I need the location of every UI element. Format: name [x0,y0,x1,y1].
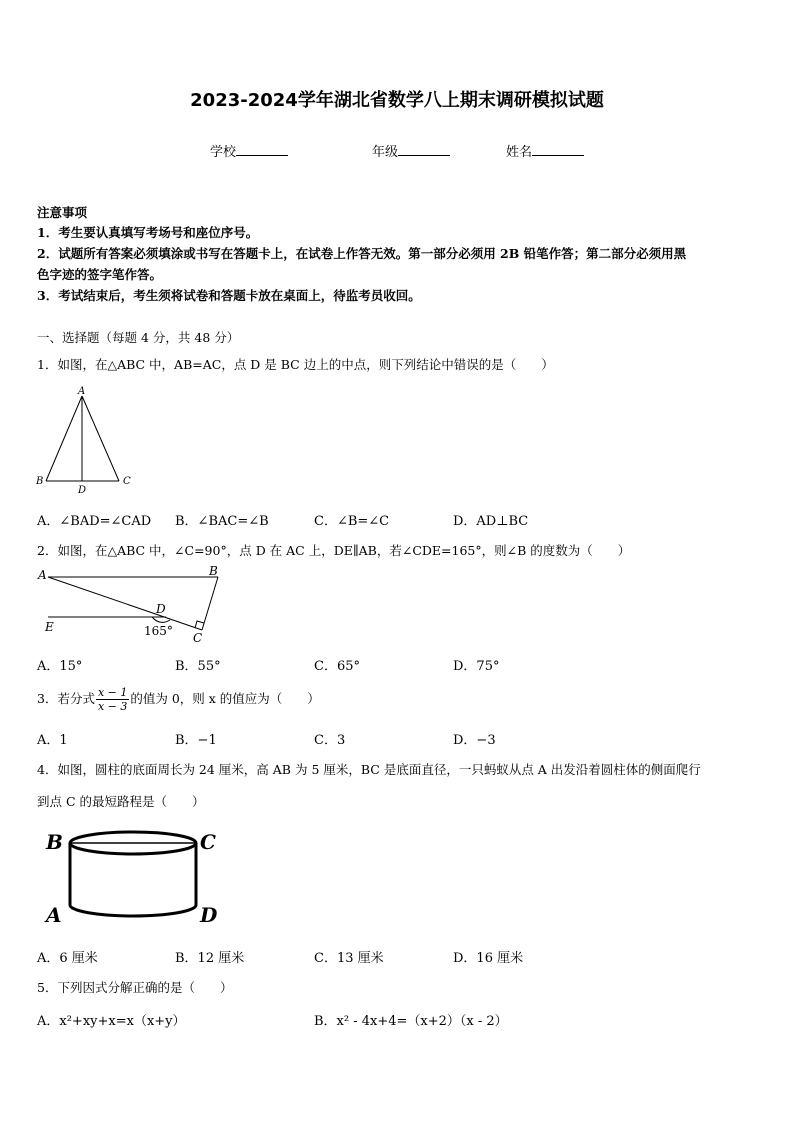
label-c: C [123,476,131,487]
label-c: C [200,830,216,854]
option-a: A．6 厘米 [37,951,98,966]
triangle-parallel-figure [34,562,234,648]
fraction-denominator: x − 3 [97,700,128,713]
note-item: 3．考试结束后，考生须将试卷和答题卡放在桌面上，待监考员收回。 [37,288,421,303]
option-a: A．1 [37,733,68,748]
question-2-stem: 2．如图，在△ABC 中，∠C=90°，点 D 在 AC 上，DE∥AB，若∠CDE=165°，则∠B 的度数为（ ） [37,543,631,558]
note-item: 色字迹的签字笔作答。 [37,267,163,282]
school-label: 学校 [210,145,237,160]
label-e: E [45,620,54,634]
question-1-stem: 1．如图，在△ABC 中，AB=AC，点 D 是 BC 边上的中点，则下列结论中错误的是（ ） [37,357,554,372]
notes-heading: 注意事项 [37,205,88,220]
label-b: B [209,564,218,578]
option-d: D．16 厘米 [453,951,524,966]
grade-field [372,141,450,160]
stem-suffix: 的值为 0，则 x 的值应为（ ） [130,691,320,706]
note-item: 2．试题所有答案必须填涂或书写在答题卡上，在试卷上作答无效。第一部分必须用 2B 铅笔作答；第二部分必须用黑 [37,246,687,261]
option-d: D．AD⊥BC [453,514,529,529]
question-3-stem [37,686,320,713]
label-d: D [78,485,87,496]
question-4-stem-line2: 到点 C 的最短路程是（ ） [37,794,205,809]
option-d: D．75° [453,659,500,674]
option-b: B．−1 [175,733,217,748]
label-d: D [156,602,166,616]
section-heading: 一、选择题（每题 4 分，共 48 分） [37,330,240,345]
option-b: B．55° [175,659,221,674]
fraction-numerator: x − 1 [97,686,128,699]
option-b: B．x² - 4x+4=（x+2）（x - 2） [314,1014,508,1029]
triangle-figure [32,384,142,496]
label-a: A [38,568,47,582]
option-a: A．15° [37,659,83,674]
grade-blank [398,143,450,156]
school-field [210,141,288,160]
grade-label: 年级 [372,145,399,160]
option-b: B．12 厘米 [175,951,245,966]
option-c: C．3 [314,733,346,748]
option-a: A．∠BAD=∠CAD [37,514,152,529]
question-4-stem-line1: 4．如图，圆柱的底面周长为 24 厘米，高 AB 为 5 厘米，BC 是底面直径，一只蚂蚁从点 A 出发沿着圆柱体的侧面爬行 [37,762,701,777]
label-d: D [200,903,218,927]
fraction [96,686,129,713]
option-d: D．−3 [453,733,496,748]
option-b: B．∠BAC=∠B [175,514,269,529]
page-title: 2023-2024学年湖北省数学八上期末调研模拟试题 [190,90,604,111]
label-a: A [46,903,62,927]
cylinder-figure [40,823,230,933]
question-5-stem: 5．下列因式分解正确的是（ ） [37,980,233,995]
label-b: B [46,830,63,854]
option-c: C．∠B=∠C [314,514,390,529]
label-a: A [78,386,86,397]
option-a: A．x²+xy+x=x（x+y） [37,1014,186,1029]
name-label: 姓名 [506,145,533,160]
label-c: C [193,631,203,645]
name-blank [532,143,584,156]
note-item: 1．考生要认真填写考场号和座位序号。 [37,225,259,240]
stem-prefix: 3．若分式 [37,691,95,706]
school-blank [236,143,288,156]
option-c: C．13 厘米 [314,951,384,966]
label-b: B [36,476,44,487]
name-field [506,141,584,160]
angle-label: 165° [144,624,173,638]
option-c: C．65° [314,659,360,674]
